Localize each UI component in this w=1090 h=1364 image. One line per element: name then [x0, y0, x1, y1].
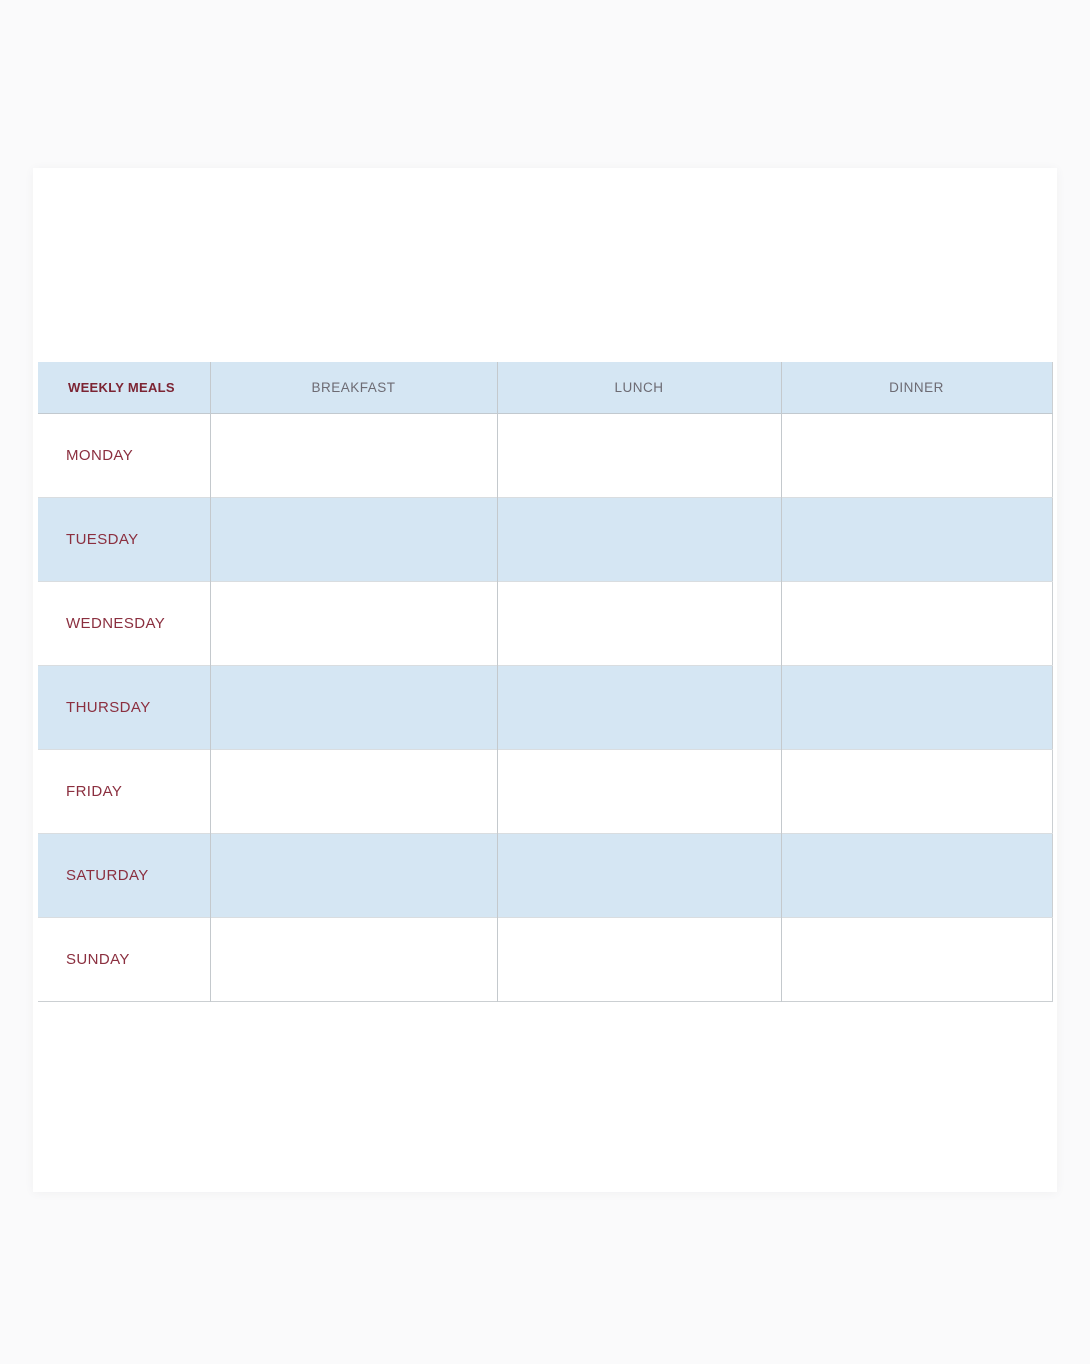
day-label-thursday: THURSDAY [38, 665, 210, 749]
thursday-breakfast-cell [210, 665, 497, 749]
sunday-dinner-cell [781, 917, 1052, 1001]
thursday-lunch-cell [497, 665, 781, 749]
friday-breakfast-cell [210, 749, 497, 833]
table-row-tuesday [38, 497, 1052, 581]
lunch-column-header: LUNCH [497, 362, 781, 413]
day-label-sunday: SUNDAY [38, 917, 210, 1001]
wednesday-lunch-cell [497, 581, 781, 665]
table-row-monday [38, 413, 1052, 497]
planner-sheet [33, 168, 1057, 1192]
day-label-tuesday: TUESDAY [38, 497, 210, 581]
day-label-friday: FRIDAY [38, 749, 210, 833]
table-row-wednesday [38, 581, 1052, 665]
monday-lunch-cell [497, 413, 781, 497]
monday-breakfast-cell [210, 413, 497, 497]
friday-dinner-cell [781, 749, 1052, 833]
breakfast-column-header: BREAKFAST [210, 362, 497, 413]
saturday-breakfast-cell [210, 833, 497, 917]
dinner-column-header: DINNER [781, 362, 1052, 413]
day-label-monday: MONDAY [38, 413, 210, 497]
sunday-lunch-cell [497, 917, 781, 1001]
weekly-meal-planner-table [38, 362, 1053, 1002]
saturday-dinner-cell [781, 833, 1052, 917]
saturday-lunch-cell [497, 833, 781, 917]
friday-lunch-cell [497, 749, 781, 833]
sunday-breakfast-cell [210, 917, 497, 1001]
table-row-thursday [38, 665, 1052, 749]
table-row-saturday [38, 833, 1052, 917]
wednesday-breakfast-cell [210, 581, 497, 665]
day-label-saturday: SATURDAY [38, 833, 210, 917]
day-label-wednesday: WEDNESDAY [38, 581, 210, 665]
weekly-meals-header: WEEKLY MEALS [38, 362, 210, 413]
table-row-sunday [38, 917, 1052, 1001]
tuesday-dinner-cell [781, 497, 1052, 581]
table-row-friday [38, 749, 1052, 833]
wednesday-dinner-cell [781, 581, 1052, 665]
thursday-dinner-cell [781, 665, 1052, 749]
header-row [38, 362, 1052, 413]
monday-dinner-cell [781, 413, 1052, 497]
tuesday-breakfast-cell [210, 497, 497, 581]
tuesday-lunch-cell [497, 497, 781, 581]
